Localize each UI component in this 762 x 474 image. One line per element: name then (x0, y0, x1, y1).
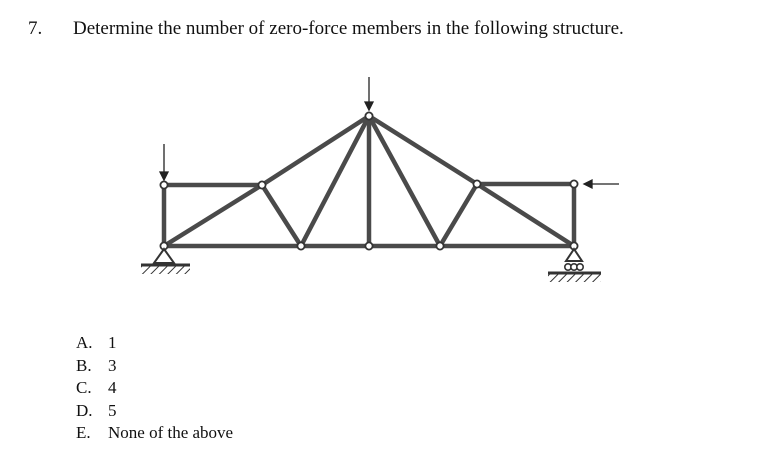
option-letter: C. (76, 378, 92, 397)
joint (160, 181, 167, 188)
joint (258, 181, 265, 188)
member-left-inner-vertical-diag (262, 185, 301, 246)
joint (297, 242, 304, 249)
applied-loads (160, 77, 619, 188)
member-right-diagonal (477, 184, 574, 246)
option-d[interactable] (76, 400, 233, 423)
member-right-web (369, 116, 440, 246)
joint (473, 180, 480, 187)
member-right-inner-diag (440, 184, 477, 246)
option-text: None of the above (108, 423, 234, 442)
question-text: Determine the number of zero-force members in the following structure. (73, 18, 624, 39)
truss-members (164, 116, 574, 246)
option-letter: B. (76, 355, 92, 375)
member-left-diagonal (164, 185, 262, 246)
option-text: 5 (108, 400, 117, 420)
question-number: 7. (28, 18, 43, 39)
roller-support-right (548, 249, 601, 282)
load-arrow-left-top (160, 144, 168, 180)
load-arrow-apex (365, 77, 373, 110)
option-letter: E. (76, 423, 91, 442)
joint (365, 112, 372, 119)
option-b[interactable] (76, 355, 233, 378)
answer-options (76, 332, 233, 445)
joint (365, 242, 372, 249)
pin-support-left (141, 249, 190, 274)
option-text: 1 (108, 333, 117, 352)
option-a[interactable] (76, 332, 233, 355)
option-letter: A. (76, 333, 93, 352)
load-arrow-right-horizontal (584, 180, 619, 188)
option-text: 4 (108, 378, 117, 397)
option-letter: D. (76, 400, 93, 420)
option-text: 3 (108, 355, 117, 375)
joint (436, 242, 443, 249)
option-c[interactable] (76, 377, 233, 400)
option-e[interactable] (76, 422, 233, 445)
joint (570, 180, 577, 187)
